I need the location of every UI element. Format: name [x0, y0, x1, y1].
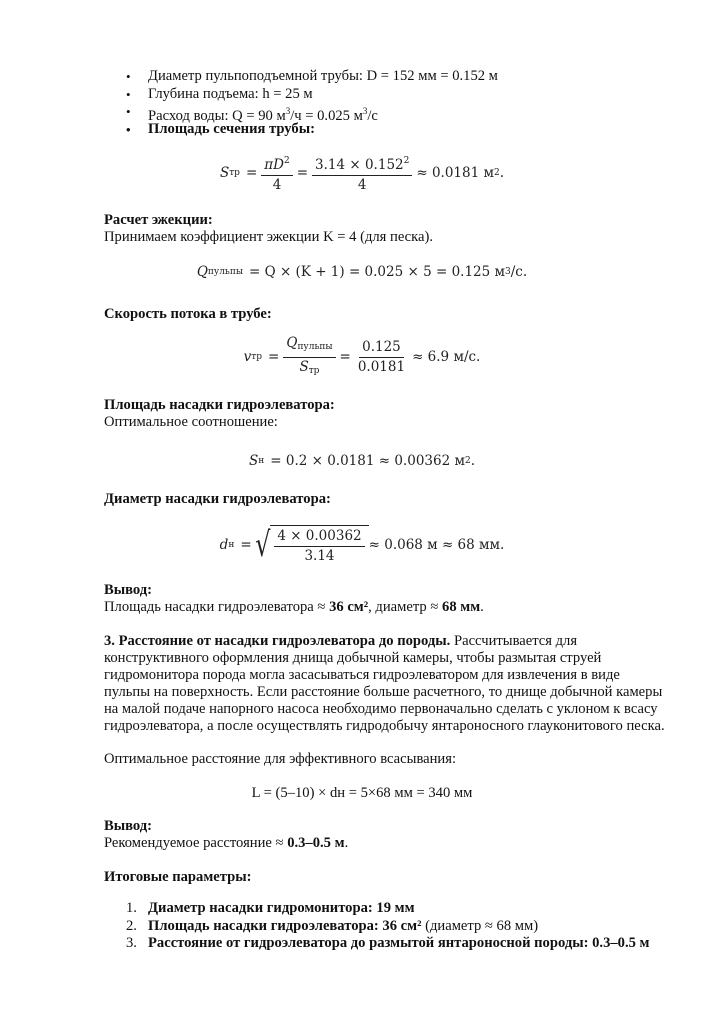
fraction — [283, 335, 335, 380]
text: Площадь насадки гидроэлеватора ≈ — [104, 599, 330, 615]
formula-nozzle-area — [0, 451, 724, 471]
heading-nozzle-diameter: Диаметр насадки гидроэлеватора: — [104, 491, 331, 507]
formula-symbol: Q — [196, 263, 208, 280]
formula-result: ≈ 0.0181 м — [416, 164, 494, 181]
heading-final-parameters: Итоговые параметры: — [104, 869, 252, 885]
heading-ejection: Расчет эжекции: — [104, 212, 213, 228]
superscript: 3 — [285, 106, 291, 116]
formula-result: ≈ 0.068 м ≈ 68 мм. — [368, 536, 505, 553]
bold-value: 36 см² — [329, 599, 369, 615]
numerator: 4 × 0.00362 — [274, 528, 364, 547]
bullet-text: Расход воды: Q = 90 м — [148, 108, 286, 124]
fraction — [312, 153, 412, 194]
fraction — [355, 339, 408, 376]
bullet-text: Площадь сечения трубы: — [148, 120, 315, 137]
text: . — [480, 599, 484, 615]
list-item — [104, 900, 664, 918]
heading-velocity: Скорость потока в трубе: — [104, 306, 272, 322]
formula-rhs: = 0.2 × 0.0181 ≈ 0.00362 м — [270, 452, 465, 469]
superscript: 2 — [464, 455, 471, 466]
text: , диаметр ≈ — [368, 599, 443, 615]
paragraph-nozzle-area: Оптимальное соотношение: — [104, 414, 278, 430]
subscript: тр — [229, 167, 240, 178]
heading-conclusion-1: Вывод: — [104, 582, 153, 598]
parameters-bullet-list — [104, 68, 664, 138]
subscript: тр — [251, 351, 263, 362]
list-number: 1. — [126, 900, 137, 916]
fraction — [274, 528, 364, 565]
subscript: н — [228, 539, 235, 550]
formula-symbol: S — [219, 164, 230, 181]
superscript: 3 — [362, 106, 368, 116]
paragraph-conclusion-1 — [104, 599, 664, 616]
text: . — [344, 835, 349, 851]
numerator: 3.14 × 0.152 — [315, 156, 404, 173]
heading-conclusion-2: Вывод: — [104, 818, 153, 834]
superscript: 2 — [403, 155, 410, 166]
bold-value: Площадь насадки гидроэлеватора: 36 см² — [148, 917, 422, 934]
superscript: 3 — [505, 266, 511, 277]
list-item — [104, 103, 664, 124]
list-item — [104, 935, 664, 953]
formula-pipe-area: S тр = $\frac{\pi D^2}{4}$ = $\frac{3.14 \times 0.152^2}{4}$ ≈ 0.0181 м 2 . — [0, 150, 724, 196]
formula-pulp-flow — [0, 262, 724, 282]
paragraph-line: на малой подаче напорного насоса необходимо первоначально сделать с уклоном к всасу — [104, 701, 658, 717]
square-root: √ $\frac{4 \times 0.00362}{3.14}$ — [252, 525, 369, 565]
denominator: 3.14 — [304, 548, 335, 564]
list-item — [104, 121, 664, 139]
paragraph-line: конструктивного оформления днища добычной камеры, чтобы размытая струей — [104, 650, 602, 666]
formula-distance: L = (5–10) × dн = 5×68 мм = 340 мм — [251, 785, 473, 801]
fraction — [261, 153, 292, 194]
formula-velocity: v тр = $\frac{Q_{пульпы}}{S_{тр}}$ = $\frac{0.125}{0.0181}$ ≈ 6.9 м/с. — [0, 334, 724, 380]
subscript: пульпы — [207, 266, 243, 277]
text: (диаметр ≈ 68 мм) — [421, 917, 539, 934]
paragraph-conclusion-2 — [104, 835, 664, 852]
superscript: 2 — [283, 155, 290, 166]
formula-end: . — [499, 164, 505, 181]
formula-symbol: v — [243, 348, 252, 365]
bold-value: 68 мм — [442, 599, 481, 615]
denominator: 0.0181 — [357, 358, 406, 375]
bullet-text: Диаметр пульпоподъемной трубы: D = 152 мм = 0.152 м — [148, 68, 498, 84]
bold-value: Диаметр насадки гидромонитора: 19 мм — [148, 900, 415, 916]
denominator: 4 — [357, 176, 367, 193]
formula-end: /с. — [510, 263, 528, 280]
formula-rhs: = Q × (K + 1) = 0.025 × 5 = 0.125 м — [248, 263, 506, 280]
subscript: тр — [308, 365, 320, 376]
text: Рекомендуемое расстояние ≈ — [104, 835, 288, 851]
numerator: 0.125 — [359, 339, 404, 358]
bold-value: 0.3–0.5 м — [287, 835, 345, 851]
paragraph-line — [104, 633, 674, 650]
paragraph-ejection: Принимаем коэффициент эжекции K = 4 (для песка). — [104, 229, 433, 245]
final-parameters-list — [104, 900, 664, 953]
subscript: н — [258, 455, 265, 466]
list-number: 3. — [126, 935, 137, 951]
list-item — [104, 86, 664, 104]
bullet-text: /ч = 0.025 м — [290, 108, 363, 124]
subscript: пульпы — [297, 341, 333, 352]
paragraph-line: гидроэлеватора, а после осуществлять гидродобычу янтароносного глауконитового песка. — [104, 718, 665, 734]
heading-nozzle-area: Площадь насадки гидроэлеватора: — [104, 397, 335, 413]
formula-end: . — [470, 452, 475, 469]
denominator: S — [299, 358, 309, 375]
numerator: πD — [264, 156, 284, 173]
formula-result: ≈ 6.9 м/с. — [412, 348, 481, 365]
list-number: 2. — [126, 917, 137, 934]
bold-value: Расстояние от гидроэлеватора до размытой янтароносной породы: 0.3–0.5 м — [148, 935, 650, 951]
section-title: 3. Расстояние от насадки гидроэлеватора до породы. — [104, 633, 451, 649]
formula-symbol: d — [219, 536, 229, 553]
numerator: Q — [286, 334, 298, 351]
formula-nozzle-diameter: d н = √ $\frac{4 \times 0.00362}{3.14}$ ≈ 0.068 м ≈ 68 мм. — [219, 525, 505, 565]
bullet-text: Глубина подъема: h = 25 м — [148, 85, 313, 102]
formula-symbol: S — [249, 452, 259, 469]
section-3-paragraph — [104, 633, 674, 735]
bullet-text: /с — [367, 108, 378, 124]
superscript: 2 — [494, 167, 500, 178]
paragraph-optimal-distance: Оптимальное расстояние для эффективного всасывания: — [104, 751, 457, 767]
denominator: 4 — [272, 176, 282, 193]
paragraph-line: гидромонитора порода могла засасываться гидроэлеватором для извлечения в виде — [104, 667, 620, 683]
list-item — [104, 918, 664, 936]
list-item — [104, 68, 664, 86]
text: Рассчитывается для — [450, 633, 578, 649]
paragraph-line: пульпы на поверхность. Если расстояние больше расчетного, то днище добычной камеры — [104, 684, 663, 700]
